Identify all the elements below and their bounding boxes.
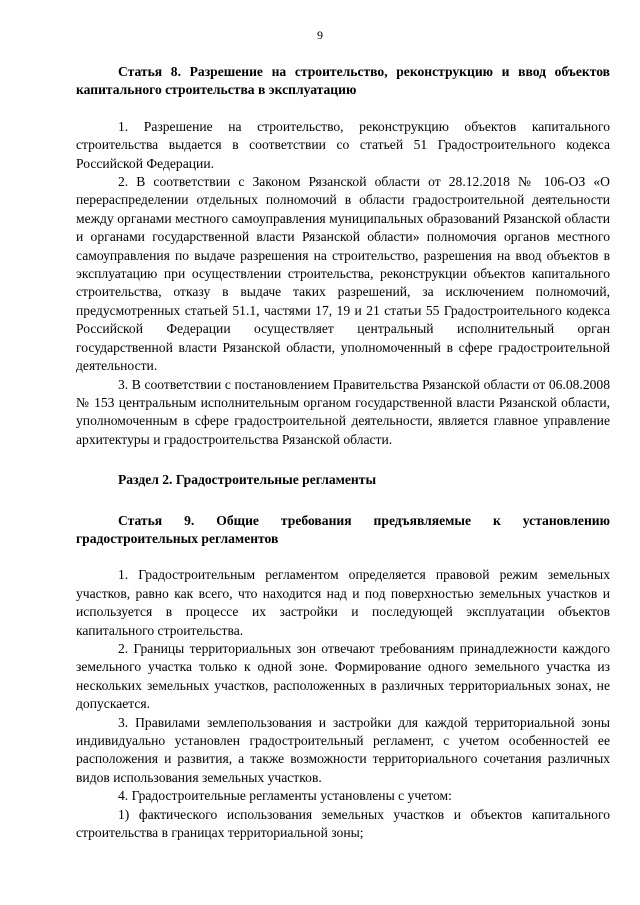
article-9-heading: Статья 9. Общие требования предъявляемые к установлению градостроительных регламентов: [76, 512, 610, 546]
document-body: [76, 63, 610, 842]
page-number: 9: [317, 28, 323, 42]
article-8-paragraph-2: 2. В соответствии с Законом Рязанской области от 28.12.2018 № 106-ОЗ «О перераспределении отдельных полномочий в области градостроительной деятельности между органами местного самоуправления муниципальных образований Рязанской области и органами государственной власти Рязанской области» полномочия органов местного самоуправления по выдаче разрешения на строительство, разрешения на ввод объектов в эксплуатацию при осуществлении строительства, реконструкции объектов капитального строительства, отказу в выдаче таких разрешений, за исключением полномочий, предусмотренных статьей 51.1, частями 17, 19 и 21 статьи 55 Градостроительного кодекса Российской Федерации осуществляет центральный исполнительный орган государственной власти Рязанской области, уполномоченный в сфере градостроительной деятельности.: [76, 174, 610, 374]
article-8-heading: Статья 8. Разрешение на строительство, реконструкцию и ввод объектов капитального строительства в эксплуатацию: [76, 64, 610, 98]
article-9-paragraph-5: 1) фактического использования земельных участков и объектов капитального строительства в границах территориальной зоны;: [76, 806, 610, 841]
article-8-paragraph-1: 1. Разрешение на строительство, реконструкцию объектов капитального строительства выдается в соответствии со статьей 51 Градостроительного кодекса Российской Федерации.: [76, 118, 610, 171]
section-2-title: Раздел 2. Градостроительные регламенты: [118, 472, 377, 488]
article-9-paragraph-1: 1. Градостроительным регламентом определяется правовой режим земельных участков, равно как всего, что находится над и под поверхностью земельных участков и используется в процессе их застройки и последующей эксплуатации объектов капитального строительства.: [76, 567, 610, 638]
article-9-paragraph-2: 2. Границы территориальных зон отвечают требованиям принадлежности каждого земельного участка только к одной зоне. Формирование одного земельного участка из нескольких земельных участков, расположенных в различных территориальных зонах, не допускается.: [76, 640, 610, 712]
article-9-paragraph-3: 3. Правилами землепользования и застройки для каждой территориальной зоны индивидуально установлен градостроительный регламент, с учетом особенностей ее расположения и развития, а также возможности территориального сочетания различных видов использования земельных участков.: [76, 714, 610, 785]
article-8-paragraph-3: 3. В соответствии с постановлением Правительства Рязанской области от 06.08.2008 № 153 центральным исполнительным органом государственной власти Рязанской области, уполномоченным в сфере градостроительной деятельности, является главное управление архитектуры и градостроительства Рязанской области.: [76, 376, 610, 447]
article-9-paragraph-4: 4. Градостроительные регламенты установлены с учетом:: [118, 788, 452, 804]
